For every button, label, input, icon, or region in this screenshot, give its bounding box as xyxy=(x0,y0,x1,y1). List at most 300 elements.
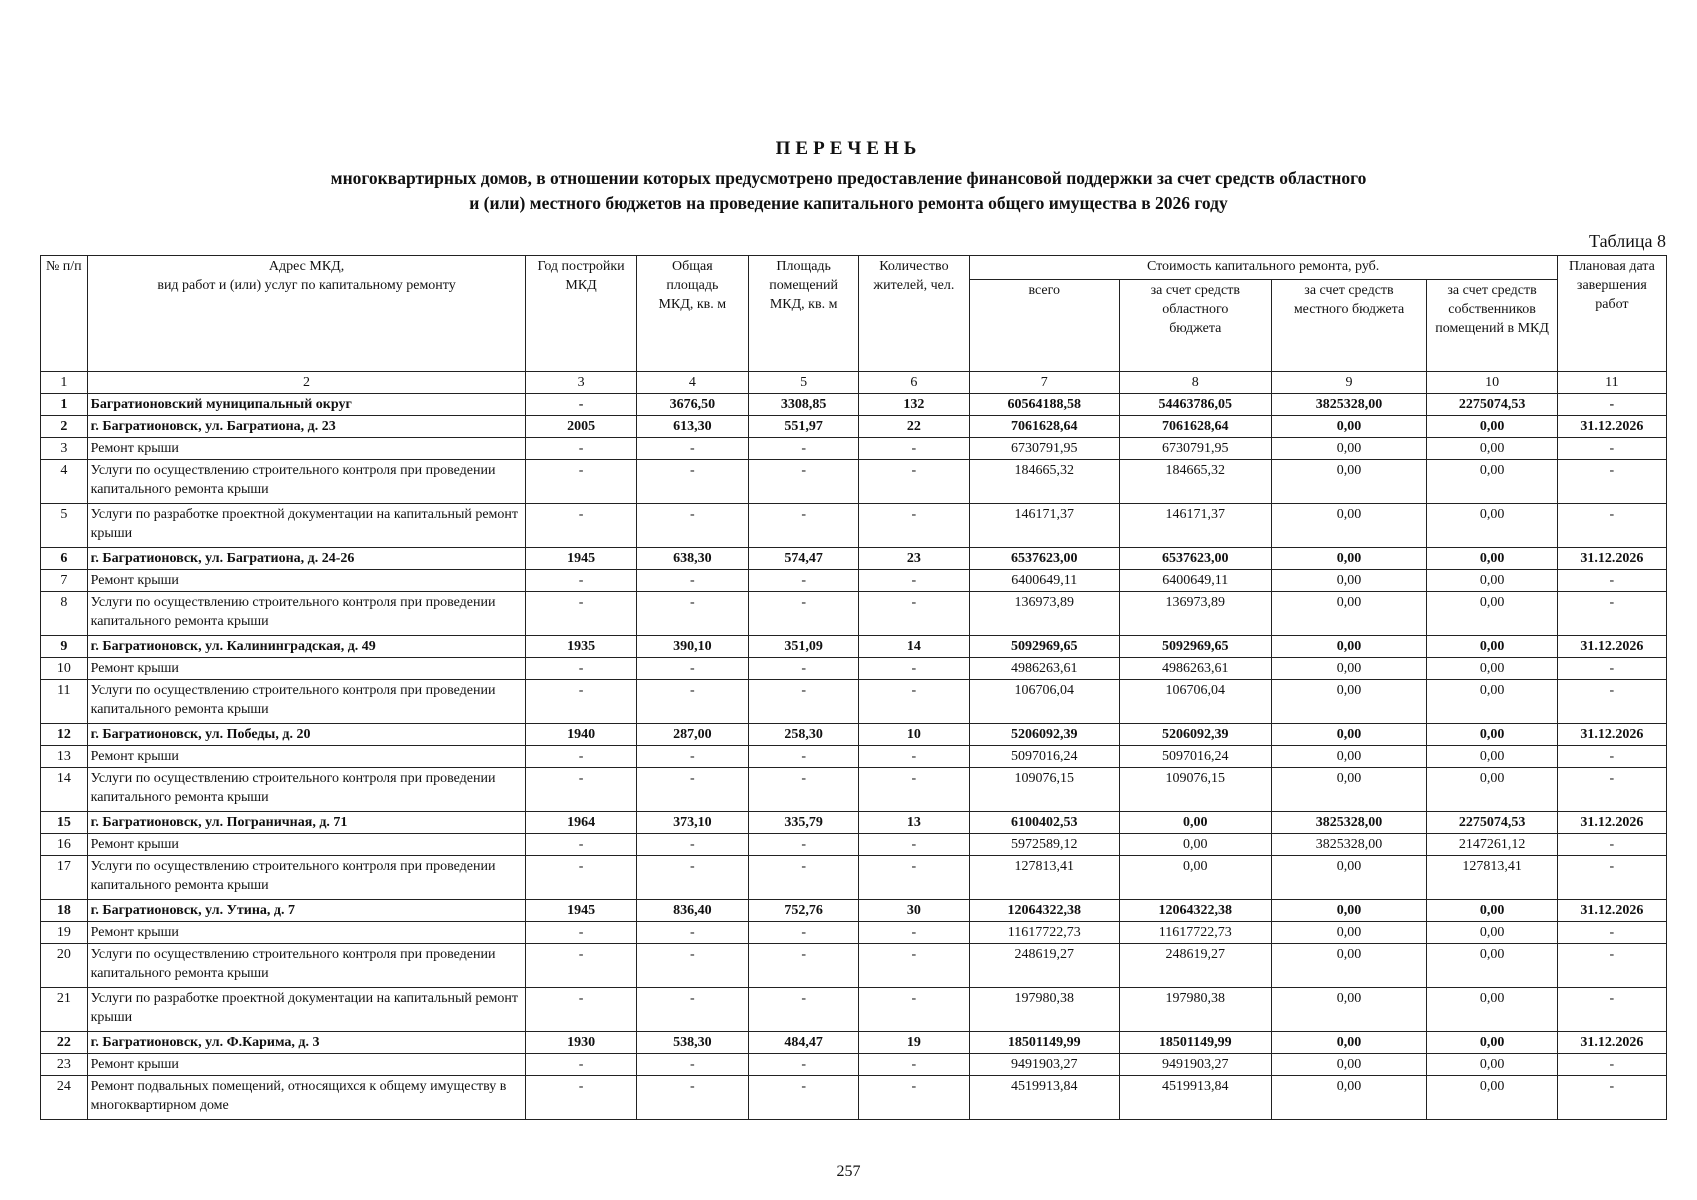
cell-residents: - xyxy=(859,834,969,856)
table-row xyxy=(41,504,1667,548)
cell-residents: - xyxy=(859,438,969,460)
header-cost-local: за счет средств местного бюджета xyxy=(1271,280,1427,372)
cell-residents: - xyxy=(859,592,969,636)
document-title xyxy=(0,138,1697,216)
cell-number: 22 xyxy=(41,1032,88,1054)
cell-total-area: - xyxy=(636,1076,748,1120)
cell-total-area: - xyxy=(636,460,748,504)
cell-plan-date: - xyxy=(1557,570,1666,592)
cell-cost-regional: 146171,37 xyxy=(1120,504,1272,548)
cell-cost-total: 18501149,99 xyxy=(969,1032,1120,1054)
cell-cost-regional: 11617722,73 xyxy=(1120,922,1272,944)
cell-number: 13 xyxy=(41,746,88,768)
cell-residents: - xyxy=(859,658,969,680)
cell-number: 18 xyxy=(41,900,88,922)
table-row xyxy=(41,1076,1667,1120)
cell-number: 8 xyxy=(41,592,88,636)
cell-number: 19 xyxy=(41,922,88,944)
cell-cost-local: 0,00 xyxy=(1271,636,1427,658)
cell-premises-area: - xyxy=(749,922,859,944)
cell-cost-local: 0,00 xyxy=(1271,570,1427,592)
cell-number: 14 xyxy=(41,768,88,812)
cell-premises-area: - xyxy=(749,592,859,636)
cell-year: - xyxy=(526,570,636,592)
cell-plan-date: - xyxy=(1557,922,1666,944)
cell-year: - xyxy=(526,856,636,900)
cell-cost-owners: 0,00 xyxy=(1427,724,1557,746)
cell-plan-date: - xyxy=(1557,988,1666,1032)
col-number: 5 xyxy=(749,372,859,394)
title-line-1: многоквартирных домов, в отношении которых предусмотрено предоставление финансовой поддержки за счет средств областного xyxy=(330,168,1367,188)
cell-address: г. Багратионовск, ул. Пограничная, д. 71 xyxy=(87,812,526,834)
cell-plan-date: - xyxy=(1557,680,1666,724)
cell-plan-date: - xyxy=(1557,1054,1666,1076)
cell-total-area: - xyxy=(636,746,748,768)
col-number: 2 xyxy=(87,372,526,394)
cell-cost-local: 0,00 xyxy=(1271,592,1427,636)
cell-total-area: - xyxy=(636,592,748,636)
cell-year: 1940 xyxy=(526,724,636,746)
cell-total-area: - xyxy=(636,768,748,812)
cell-cost-owners: 0,00 xyxy=(1427,658,1557,680)
cell-residents: - xyxy=(859,504,969,548)
cell-cost-total: 197980,38 xyxy=(969,988,1120,1032)
header-year: Год постройки МКД xyxy=(526,256,636,372)
cell-number: 20 xyxy=(41,944,88,988)
cell-premises-area: - xyxy=(749,438,859,460)
cell-plan-date: - xyxy=(1557,658,1666,680)
cell-address: г. Багратионовск, ул. Утина, д. 7 xyxy=(87,900,526,922)
cell-cost-total: 7061628,64 xyxy=(969,416,1120,438)
cell-total-area: 613,30 xyxy=(636,416,748,438)
cell-cost-total: 5092969,65 xyxy=(969,636,1120,658)
cell-residents: 30 xyxy=(859,900,969,922)
cell-cost-total: 12064322,38 xyxy=(969,900,1120,922)
cell-number: 23 xyxy=(41,1054,88,1076)
cell-cost-regional: 248619,27 xyxy=(1120,944,1272,988)
cell-cost-local: 0,00 xyxy=(1271,988,1427,1032)
cell-plan-date: - xyxy=(1557,460,1666,504)
cell-cost-regional: 5092969,65 xyxy=(1120,636,1272,658)
cell-cost-total: 5097016,24 xyxy=(969,746,1120,768)
cell-cost-owners: 0,00 xyxy=(1427,988,1557,1032)
cell-cost-owners: 0,00 xyxy=(1427,438,1557,460)
cell-year: - xyxy=(526,1054,636,1076)
cell-residents: 10 xyxy=(859,724,969,746)
cell-cost-local: 0,00 xyxy=(1271,768,1427,812)
cell-number: 24 xyxy=(41,1076,88,1120)
cell-plan-date: - xyxy=(1557,438,1666,460)
cell-plan-date: 31.12.2026 xyxy=(1557,724,1666,746)
cell-premises-area: - xyxy=(749,570,859,592)
col-number: 7 xyxy=(969,372,1120,394)
cell-plan-date: - xyxy=(1557,944,1666,988)
col-number: 8 xyxy=(1120,372,1272,394)
cell-year: - xyxy=(526,1076,636,1120)
cell-number: 9 xyxy=(41,636,88,658)
cell-premises-area: 574,47 xyxy=(749,548,859,570)
cell-cost-owners: 2147261,12 xyxy=(1427,834,1557,856)
cell-cost-local: 0,00 xyxy=(1271,900,1427,922)
cell-number: 10 xyxy=(41,658,88,680)
cell-residents: - xyxy=(859,746,969,768)
cell-cost-total: 6730791,95 xyxy=(969,438,1120,460)
cell-total-area: - xyxy=(636,922,748,944)
cell-year: - xyxy=(526,834,636,856)
cell-premises-area: - xyxy=(749,834,859,856)
table-row xyxy=(41,812,1667,834)
cell-cost-total: 11617722,73 xyxy=(969,922,1120,944)
cell-cost-owners: 0,00 xyxy=(1427,570,1557,592)
cell-cost-owners: 127813,41 xyxy=(1427,856,1557,900)
cell-number: 17 xyxy=(41,856,88,900)
cell-residents: - xyxy=(859,1054,969,1076)
cell-premises-area: - xyxy=(749,988,859,1032)
cell-cost-owners: 0,00 xyxy=(1427,460,1557,504)
cell-plan-date: 31.12.2026 xyxy=(1557,548,1666,570)
cell-cost-local: 0,00 xyxy=(1271,746,1427,768)
cell-cost-local: 0,00 xyxy=(1271,658,1427,680)
cell-address: Услуги по осуществлению строительного контроля при проведении капитального ремонта крыши xyxy=(87,944,526,988)
cell-year: - xyxy=(526,988,636,1032)
cell-cost-regional: 0,00 xyxy=(1120,834,1272,856)
cell-cost-owners: 0,00 xyxy=(1427,944,1557,988)
cell-address: Ремонт крыши xyxy=(87,570,526,592)
cell-address: Ремонт крыши xyxy=(87,834,526,856)
cell-year: - xyxy=(526,746,636,768)
cell-number: 3 xyxy=(41,438,88,460)
cell-cost-total: 60564188,58 xyxy=(969,394,1120,416)
header-total-area: Общая площадь МКД, кв. м xyxy=(636,256,748,372)
cell-cost-local: 0,00 xyxy=(1271,504,1427,548)
table-row xyxy=(41,592,1667,636)
cell-year: 1945 xyxy=(526,900,636,922)
cell-address: Услуги по разработке проектной документации на капитальный ремонт крыши xyxy=(87,504,526,548)
cell-residents: - xyxy=(859,768,969,812)
cell-cost-total: 248619,27 xyxy=(969,944,1120,988)
cell-cost-owners: 0,00 xyxy=(1427,680,1557,724)
header-cost-total: всего xyxy=(969,280,1120,372)
table-label: Таблица 8 xyxy=(1589,231,1666,251)
cell-total-area: - xyxy=(636,856,748,900)
table-row xyxy=(41,944,1667,988)
header-plan-date: Плановая дата завершения работ xyxy=(1557,256,1666,372)
cell-cost-total: 109076,15 xyxy=(969,768,1120,812)
cell-premises-area: 484,47 xyxy=(749,1032,859,1054)
cell-total-area: - xyxy=(636,834,748,856)
cell-residents: 13 xyxy=(859,812,969,834)
cell-total-area: 287,00 xyxy=(636,724,748,746)
cell-address: г. Багратионовск, ул. Победы, д. 20 xyxy=(87,724,526,746)
table-row xyxy=(41,1054,1667,1076)
col-number: 4 xyxy=(636,372,748,394)
cell-year: - xyxy=(526,438,636,460)
cell-cost-local: 0,00 xyxy=(1271,1076,1427,1120)
cell-residents: - xyxy=(859,460,969,504)
cell-cost-local: 0,00 xyxy=(1271,1032,1427,1054)
cell-address: Услуги по осуществлению строительного контроля при проведении капитального ремонта крыши xyxy=(87,460,526,504)
col-number: 1 xyxy=(41,372,88,394)
cell-year: 2005 xyxy=(526,416,636,438)
cell-year: - xyxy=(526,460,636,504)
col-number: 6 xyxy=(859,372,969,394)
cell-cost-owners: 0,00 xyxy=(1427,922,1557,944)
table-row xyxy=(41,636,1667,658)
cell-cost-total: 136973,89 xyxy=(969,592,1120,636)
cell-plan-date: - xyxy=(1557,1076,1666,1120)
cell-year: 1964 xyxy=(526,812,636,834)
cell-year: - xyxy=(526,394,636,416)
cell-cost-local: 0,00 xyxy=(1271,856,1427,900)
cell-address: г. Багратионовск, ул. Калининградская, д. 49 xyxy=(87,636,526,658)
header-cost-group: Стоимость капитального ремонта, руб. xyxy=(969,256,1557,280)
cell-plan-date: - xyxy=(1557,746,1666,768)
page-number: 257 xyxy=(836,1163,861,1180)
table-row xyxy=(41,900,1667,922)
table-row xyxy=(41,988,1667,1032)
cell-number: 4 xyxy=(41,460,88,504)
cell-cost-regional: 7061628,64 xyxy=(1120,416,1272,438)
cell-number: 16 xyxy=(41,834,88,856)
title-main: ПЕРЕЧЕНЬ xyxy=(775,138,922,159)
table-row xyxy=(41,394,1667,416)
table-row xyxy=(41,856,1667,900)
cell-cost-local: 0,00 xyxy=(1271,680,1427,724)
cell-residents: - xyxy=(859,570,969,592)
cell-cost-local: 0,00 xyxy=(1271,1054,1427,1076)
cell-cost-owners: 0,00 xyxy=(1427,768,1557,812)
cell-cost-owners: 0,00 xyxy=(1427,1032,1557,1054)
cell-cost-total: 9491903,27 xyxy=(969,1054,1120,1076)
cell-cost-local: 0,00 xyxy=(1271,460,1427,504)
cell-premises-area: - xyxy=(749,944,859,988)
cell-address: Услуги по осуществлению строительного контроля при проведении капитального ремонта крыши xyxy=(87,680,526,724)
cell-cost-local: 3825328,00 xyxy=(1271,812,1427,834)
cell-premises-area: - xyxy=(749,504,859,548)
cell-cost-regional: 9491903,27 xyxy=(1120,1054,1272,1076)
cell-cost-total: 4986263,61 xyxy=(969,658,1120,680)
cell-premises-area: - xyxy=(749,1054,859,1076)
cell-number: 1 xyxy=(41,394,88,416)
cell-premises-area: 551,97 xyxy=(749,416,859,438)
cell-premises-area: - xyxy=(749,680,859,724)
cell-residents: 23 xyxy=(859,548,969,570)
cell-plan-date: 31.12.2026 xyxy=(1557,416,1666,438)
table-row xyxy=(41,922,1667,944)
cell-cost-owners: 0,00 xyxy=(1427,900,1557,922)
header-premises-area: Площадь помещений МКД, кв. м xyxy=(749,256,859,372)
cell-cost-local: 0,00 xyxy=(1271,548,1427,570)
cell-year: - xyxy=(526,680,636,724)
cell-cost-owners: 0,00 xyxy=(1427,504,1557,548)
header-residents: Количество жителей, чел. xyxy=(859,256,969,372)
cell-residents: - xyxy=(859,856,969,900)
cell-premises-area: 351,09 xyxy=(749,636,859,658)
cell-year: - xyxy=(526,592,636,636)
column-number-row xyxy=(41,372,1667,394)
col-number: 3 xyxy=(526,372,636,394)
cell-year: - xyxy=(526,944,636,988)
cell-residents: - xyxy=(859,944,969,988)
cell-cost-regional: 197980,38 xyxy=(1120,988,1272,1032)
cell-year: - xyxy=(526,658,636,680)
cell-cost-total: 5206092,39 xyxy=(969,724,1120,746)
cell-cost-regional: 6730791,95 xyxy=(1120,438,1272,460)
header-cost-regional: за счет средств областного бюджета xyxy=(1120,280,1272,372)
col-number: 10 xyxy=(1427,372,1557,394)
cell-plan-date: - xyxy=(1557,856,1666,900)
cell-cost-total: 106706,04 xyxy=(969,680,1120,724)
cell-cost-regional: 184665,32 xyxy=(1120,460,1272,504)
cell-total-area: 3676,50 xyxy=(636,394,748,416)
cell-total-area: 638,30 xyxy=(636,548,748,570)
cell-address: Ремонт подвальных помещений, относящихся к общему имуществу в многоквартирном доме xyxy=(87,1076,526,1120)
cell-total-area: 836,40 xyxy=(636,900,748,922)
cell-premises-area: 752,76 xyxy=(749,900,859,922)
cell-total-area: - xyxy=(636,438,748,460)
cell-plan-date: 31.12.2026 xyxy=(1557,812,1666,834)
cell-total-area: - xyxy=(636,988,748,1032)
cell-cost-regional: 136973,89 xyxy=(1120,592,1272,636)
cell-premises-area: - xyxy=(749,460,859,504)
cell-address: Услуги по разработке проектной документации на капитальный ремонт крыши xyxy=(87,988,526,1032)
cell-number: 15 xyxy=(41,812,88,834)
cell-cost-regional: 6537623,00 xyxy=(1120,548,1272,570)
cell-premises-area: 3308,85 xyxy=(749,394,859,416)
cell-residents: 22 xyxy=(859,416,969,438)
cell-year: 1935 xyxy=(526,636,636,658)
cell-total-area: - xyxy=(636,504,748,548)
table-row xyxy=(41,724,1667,746)
cell-residents: 19 xyxy=(859,1032,969,1054)
cell-plan-date: - xyxy=(1557,394,1666,416)
cell-plan-date: 31.12.2026 xyxy=(1557,900,1666,922)
cell-number: 2 xyxy=(41,416,88,438)
cell-cost-local: 3825328,00 xyxy=(1271,394,1427,416)
cell-premises-area: - xyxy=(749,1076,859,1120)
cell-cost-total: 5972589,12 xyxy=(969,834,1120,856)
cell-residents: 14 xyxy=(859,636,969,658)
header-address: Адрес МКД, вид работ и (или) услуг по капитальному ремонту xyxy=(87,256,526,372)
cell-cost-regional: 0,00 xyxy=(1120,856,1272,900)
cell-number: 12 xyxy=(41,724,88,746)
cell-plan-date: - xyxy=(1557,592,1666,636)
cell-total-area: - xyxy=(636,944,748,988)
cell-total-area: 538,30 xyxy=(636,1032,748,1054)
cell-cost-owners: 0,00 xyxy=(1427,592,1557,636)
cell-premises-area: - xyxy=(749,856,859,900)
cell-address: г. Багратионовск, ул. Багратиона, д. 23 xyxy=(87,416,526,438)
cell-year: - xyxy=(526,922,636,944)
cell-residents: - xyxy=(859,680,969,724)
table-row xyxy=(41,570,1667,592)
cell-cost-total: 127813,41 xyxy=(969,856,1120,900)
cell-residents: - xyxy=(859,988,969,1032)
cell-plan-date: 31.12.2026 xyxy=(1557,636,1666,658)
cell-cost-owners: 0,00 xyxy=(1427,636,1557,658)
cell-year: 1945 xyxy=(526,548,636,570)
cell-total-area: 373,10 xyxy=(636,812,748,834)
cell-cost-regional: 54463786,05 xyxy=(1120,394,1272,416)
cell-cost-owners: 0,00 xyxy=(1427,746,1557,768)
cell-cost-local: 0,00 xyxy=(1271,438,1427,460)
header-num: № п/п xyxy=(41,256,88,372)
cell-cost-local: 0,00 xyxy=(1271,416,1427,438)
cell-cost-total: 6100402,53 xyxy=(969,812,1120,834)
cell-residents: - xyxy=(859,1076,969,1120)
cell-premises-area: 335,79 xyxy=(749,812,859,834)
cell-year: - xyxy=(526,768,636,812)
cell-cost-regional: 0,00 xyxy=(1120,812,1272,834)
table-row xyxy=(41,416,1667,438)
cell-year: - xyxy=(526,504,636,548)
cell-address: Ремонт крыши xyxy=(87,1054,526,1076)
cell-address: Ремонт крыши xyxy=(87,746,526,768)
cell-total-area: - xyxy=(636,680,748,724)
cell-cost-local: 0,00 xyxy=(1271,944,1427,988)
cell-address: Ремонт крыши xyxy=(87,922,526,944)
cell-cost-regional: 4986263,61 xyxy=(1120,658,1272,680)
cell-number: 21 xyxy=(41,988,88,1032)
cell-cost-total: 6400649,11 xyxy=(969,570,1120,592)
cell-cost-local: 0,00 xyxy=(1271,922,1427,944)
cell-premises-area: - xyxy=(749,658,859,680)
cell-address: г. Багратионовск, ул. Багратиона, д. 24-26 xyxy=(87,548,526,570)
cell-number: 5 xyxy=(41,504,88,548)
register-table xyxy=(40,255,1667,1120)
cell-cost-owners: 0,00 xyxy=(1427,1076,1557,1120)
cell-number: 11 xyxy=(41,680,88,724)
cell-premises-area: - xyxy=(749,768,859,812)
cell-address: Услуги по осуществлению строительного контроля при проведении капитального ремонта крыши xyxy=(87,856,526,900)
table-row xyxy=(41,438,1667,460)
header-cost-owners: за счет средств собственников помещений в МКД xyxy=(1427,280,1557,372)
cell-cost-total: 146171,37 xyxy=(969,504,1120,548)
cell-cost-local: 3825328,00 xyxy=(1271,834,1427,856)
cell-premises-area: 258,30 xyxy=(749,724,859,746)
cell-total-area: - xyxy=(636,658,748,680)
table-row xyxy=(41,746,1667,768)
table-body xyxy=(41,394,1667,1120)
cell-residents: 132 xyxy=(859,394,969,416)
table-row xyxy=(41,768,1667,812)
cell-plan-date: - xyxy=(1557,834,1666,856)
cell-address: Услуги по осуществлению строительного контроля при проведении капитального ремонта крыши xyxy=(87,592,526,636)
cell-cost-total: 4519913,84 xyxy=(969,1076,1120,1120)
cell-cost-owners: 0,00 xyxy=(1427,1054,1557,1076)
cell-plan-date: 31.12.2026 xyxy=(1557,1032,1666,1054)
cell-plan-date: - xyxy=(1557,768,1666,812)
table-row xyxy=(41,834,1667,856)
cell-cost-owners: 0,00 xyxy=(1427,548,1557,570)
cell-cost-owners: 2275074,53 xyxy=(1427,394,1557,416)
cell-cost-owners: 2275074,53 xyxy=(1427,812,1557,834)
cell-cost-regional: 109076,15 xyxy=(1120,768,1272,812)
cell-cost-regional: 5097016,24 xyxy=(1120,746,1272,768)
table-row xyxy=(41,658,1667,680)
cell-total-area: - xyxy=(636,570,748,592)
cell-cost-local: 0,00 xyxy=(1271,724,1427,746)
cell-cost-regional: 106706,04 xyxy=(1120,680,1272,724)
cell-residents: - xyxy=(859,922,969,944)
cell-cost-regional: 18501149,99 xyxy=(1120,1032,1272,1054)
cell-address: Ремонт крыши xyxy=(87,438,526,460)
table-row xyxy=(41,548,1667,570)
cell-address: Багратионовский муниципальный округ xyxy=(87,394,526,416)
cell-cost-owners: 0,00 xyxy=(1427,416,1557,438)
cell-number: 7 xyxy=(41,570,88,592)
cell-cost-regional: 12064322,38 xyxy=(1120,900,1272,922)
